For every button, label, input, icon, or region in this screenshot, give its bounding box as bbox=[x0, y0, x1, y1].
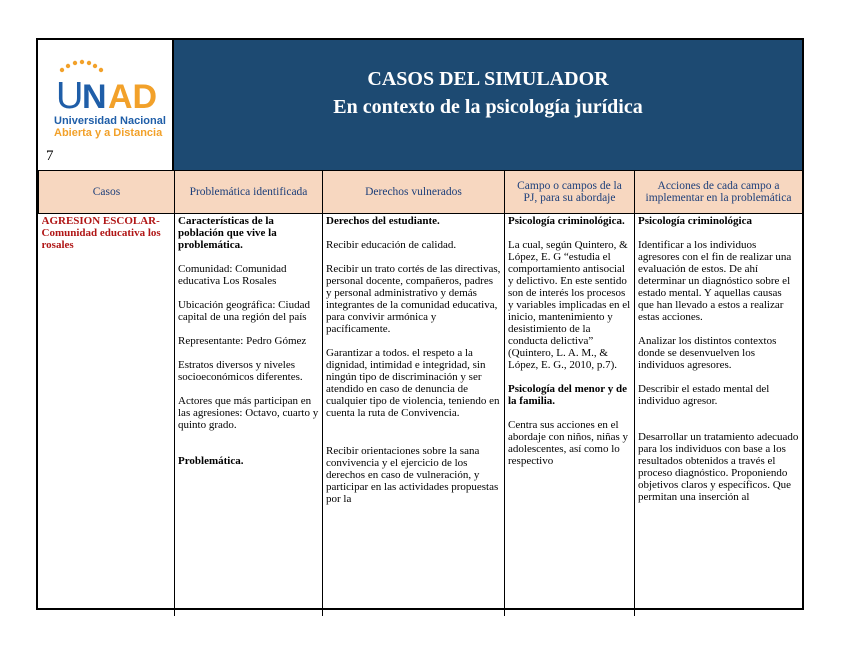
problematica-item: Ubicación geográfica: Ciudad capital de una región del país bbox=[178, 299, 310, 323]
table-header-row bbox=[39, 171, 803, 214]
derechos-item: Recibir educación de calidad. bbox=[326, 239, 457, 251]
campos-heading-menor-familia: Psicología del menor y de la familia. bbox=[508, 383, 627, 407]
unad-logo bbox=[46, 58, 170, 144]
campos-text-menor-familia: Centra sus acciones en el abordaje con niños, niñas y adolescentes, así como lo respectivo bbox=[508, 419, 629, 467]
cell-acciones bbox=[635, 214, 803, 617]
page-number: 7 bbox=[46, 148, 54, 164]
logo-line1: Universidad Nacional bbox=[54, 115, 166, 127]
campos-heading-criminologica: Psicología criminológica. bbox=[508, 215, 625, 227]
logo-ad: AD bbox=[108, 78, 158, 116]
problematica-heading: Características de la población que vive la problemática. bbox=[178, 215, 277, 251]
column-header-casos: Casos bbox=[39, 171, 175, 214]
column-header-acciones: Acciones de cada campo a implementar en la problemática bbox=[635, 171, 803, 214]
cases-table bbox=[38, 170, 803, 616]
document-header bbox=[38, 40, 802, 170]
title-banner bbox=[174, 40, 802, 170]
document-subtitle: En contexto de la psicología jurídica bbox=[333, 96, 643, 118]
document-title: CASOS DEL SIMULADOR bbox=[367, 68, 609, 90]
column-header-campos: Campo o campos de la PJ, para su abordaje bbox=[505, 171, 635, 214]
cell-problematica bbox=[175, 214, 323, 617]
acciones-item: Desarrollar un tratamiento adecuado para los individuos con base a los resultados obtenidos a través el proceso diagnóstico. Proponiendo objetivos claros y específicos. Que permitan una inserción al bbox=[638, 431, 799, 503]
cell-campos bbox=[505, 214, 635, 617]
logo-u: U bbox=[56, 75, 84, 117]
document-frame bbox=[36, 38, 804, 610]
acciones-item: Analizar los distintos contextos donde se desenvuelven los individuos agresores. bbox=[638, 335, 777, 371]
acciones-item: Describir el estado mental del individuo agresor. bbox=[638, 383, 770, 407]
derechos-item: Garantizar a todos. el respeto a la dignidad, intimidad e integridad, sin ningún tipo de discriminación y ser atendido en caso de denuncia de cualquier tipo de violencia, teniendo en cuenta la ruta de Convivencia. bbox=[326, 347, 500, 419]
problematica-footer-heading: Problemática. bbox=[178, 455, 244, 467]
logo-cell bbox=[38, 40, 174, 170]
logo-n: N bbox=[82, 78, 107, 116]
logo-dots bbox=[60, 60, 103, 72]
logo-line2: Abierta y a Distancia bbox=[54, 127, 163, 139]
case-name: AGRESION ESCOLAR-Comunidad educativa los rosales bbox=[41, 215, 161, 251]
derechos-item: Recibir un trato cortés de las directivas, personal docente, compañeros, padres y personal administrativo y demás integrantes de la comunidad educativa, para convivir armónica y pacíficamente. bbox=[326, 263, 501, 335]
problematica-item: Estratos diversos y niveles socioeconómicos diferentes. bbox=[178, 359, 303, 383]
column-header-derechos: Derechos vulnerados bbox=[323, 171, 505, 214]
derechos-heading: Derechos del estudiante. bbox=[326, 215, 440, 227]
problematica-item: Comunidad: Comunidad educativa Los Rosales bbox=[178, 263, 287, 287]
problematica-item: Actores que más participan en las agresiones: Octavo, cuarto y quinto grado. bbox=[178, 395, 319, 431]
cell-caso bbox=[39, 214, 175, 617]
acciones-heading: Psicología criminológica bbox=[638, 215, 752, 227]
problematica-item: Representante: Pedro Gómez bbox=[178, 335, 307, 347]
acciones-item: Identificar a los individuos agresores con el fin de realizar una evaluación de estos. De ahí determinar un diagnóstico sobre el estado mental. Y aquellas causas que han llevado a estos a realizar estas acciones. bbox=[638, 239, 792, 323]
campos-text-criminologica: La cual, según Quintero, & López, E. G “estudia el comportamiento antisocial y delictivo. En este sentido son de interés los procesos y variables implicadas en el inicio, mantenimiento y desistimiento de la conducta delictiva” (Quintero, L. A. M., & López, E. G., 2010, p.7). bbox=[508, 239, 631, 371]
column-header-problematica: Problemática identificada bbox=[175, 171, 323, 214]
derechos-item: Recibir orientaciones sobre la sana convivencia y el ejercicio de los derechos en caso de vulneración, y participar en las actividades propuestas por la bbox=[326, 445, 499, 505]
table-row bbox=[39, 214, 803, 617]
cell-derechos bbox=[323, 214, 505, 617]
